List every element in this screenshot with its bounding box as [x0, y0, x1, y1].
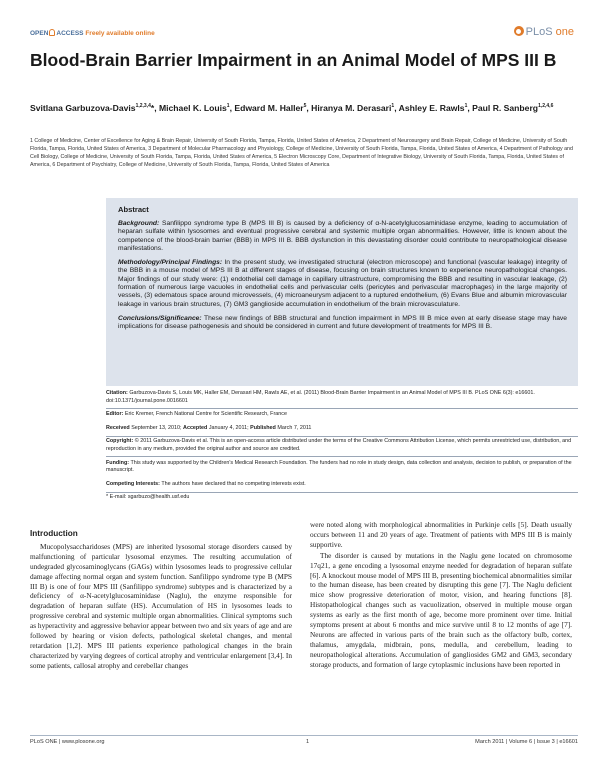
author-affil-sup: 1 [226, 103, 230, 109]
meta-divider [106, 492, 578, 493]
abstract-heading: Abstract [118, 205, 149, 214]
introduction-heading: Introduction [30, 529, 78, 538]
abstract-background [118, 220, 567, 253]
journal-header [30, 26, 574, 42]
body-column-left [30, 529, 292, 672]
page-number: 1 [306, 739, 310, 745]
freely-available-label: Freely available online [85, 30, 155, 37]
author-name: Paul R. Sanberg [472, 102, 539, 113]
logo-one-text: one [555, 26, 574, 38]
author-affil-sup: 5 [303, 103, 307, 109]
copyright-text: © 2011 Garbuzova-Davis et al. This is an open-access article distributed under the terms of the Creative Commons Attribution License, which permits unrestricted use, distribution, and reproduction in any medium, provided the original author and source are credited. [106, 438, 572, 452]
footer-issue: March 2011 | Volume 6 | Issue 3 | e16601 [475, 739, 578, 745]
published-label: Published [250, 424, 276, 431]
body-paragraph: Mucopolysaccharidoses (MPS) are inherited lysosomal storage disorders caused by malfunctioning of particular lysosomal enzymes. The resulting accumulation of undegraded glycosaminoglycans (GAGs) within lysosomes leads to progressive cellular damage affecting normal organ and system function. Sanfilippo syndrome type B (MPS III B) is one of four MPS III (Sanfilippo syndrome) subtypes and is characterized by a deficiency of α-N-acetylglucosaminidase (Naglu), the enzyme responsible for degradation of heparan sulfate (HS). Accumulation of HS in lysosomes leads to progressive cerebral and systemic multiple organ abnormalities. Clinical symptoms such as hyperactivity and aggressive behavior appear between two and six years of age and are followed by hearing or vision defects, pathological skeletal changes, and mental retardation [1,2]. MPS III patients experience pathological changes in the brain characterized by varying degrees of cortical atrophy and ventricular enlargement [3,4]. In some patients, callosal atrophy and cerebellar changes [30, 541, 292, 670]
author-list: Svitlana Garbuzova-Davis$^{1,2,3,4}$*, Michael K. Louis$^1$, Edward M. Haller$^5$, Hiranya M. Derasari$^1$, Ashley E. Rawls$^1$, Paul R. Sanberg$^{1,2,4,6}$ [30, 102, 554, 113]
background-label: Background: [118, 220, 160, 227]
competing-interests [106, 481, 578, 489]
conclusions-text: These new findings of BBB structural and function impairment in MPS III B mice even at early disease stage may have implications for disease pathogenesis and should be considered in current and future development of treatments for MPS III B. [118, 314, 567, 331]
author-affil-sup: 1,2,4,6 [538, 103, 554, 109]
abstract-methods [118, 259, 567, 309]
page-footer [30, 735, 578, 749]
methods-label: Methodology/Principal Findings: [118, 259, 223, 267]
meta-divider [106, 456, 578, 457]
open-access-label: OPEN [30, 30, 49, 37]
author-name: Svitlana Garbuzova-Davis [30, 102, 136, 113]
published-date: March 7, 2011 [277, 424, 312, 431]
author-affil-sup: 1 [464, 103, 468, 109]
citation [106, 390, 578, 405]
copyright [106, 438, 578, 453]
access-label: ACCESS [56, 30, 84, 37]
body-paragraph: The disorder is caused by mutations in the Naglu gene located on chromosome 17q21, a gene encoding a lysosomal enzyme needed for degradation of heparan sulfate [6]. A knockout mouse model of MPS III B, presenting biochemical abnormalities similar to the human disease, has been created by disrupting this gene [7]. The Naglu deficient mice show progressive deterioration of motor, vision, and hearing functions [8]. Histopathological changes such as vacuolization, observed in multiple mouse organ systems as early as the first month of age, become more prominent over time. Initial symptoms present at about 6 months and mice survive until 8 to 12 months of age [7]. Neurons are affected in various parts of the brain such as the olfactory bulb, cortex, thalamus, amygdala, midbrain, pons, medulla, and cerebellum, leading to neuropathological alterations. Accumulation of gangliosides GM2 and GM3, secondary storage products, and formation of large cytoplasmic inclusions have been reported in [310, 550, 572, 669]
funding [106, 460, 578, 475]
plos-logo-icon [514, 26, 524, 36]
open-lock-icon [49, 29, 55, 36]
conclusions-label: Conclusions/Significance: [118, 314, 202, 322]
footer-divider [30, 735, 578, 736]
corresponding-email[interactable]: * E-mail: sgarbuzo@health.usf.edu [106, 494, 190, 501]
logo-plos-text: PLoS [525, 26, 553, 38]
funding-label: Funding: [106, 459, 130, 466]
author-name: Hiranya M. Derasari [311, 102, 392, 113]
plos-one-logo [514, 26, 574, 38]
accepted-label: Accepted [183, 424, 208, 431]
abstract-conclusions [118, 315, 567, 332]
received-label: Received [106, 424, 130, 431]
methods-text: In the present study, we investigated structural (electron microscope) and functional (vascular leakage) integrity of the BBB in a mouse model of MPS III B at different stages of disease, focusing on brain structures known to experience neuropathological changes. Major findings of our study were: (1) endothelial cell damage in capillary ultrastructure, compromising the BBB and resulting in vascular leakage, (2) formation of numerous large vacuoles in endothelial cells and perivascular cells (pericytes and perivascular macrophages) in the large majority of vessels, (3) edematous space around microvessels, (4) microaneurysm adjacent to a ruptured endothelium, (6) Evans Blue and albumin microvascular leakage in various brain structures, (7) GM3 ganglioside accumulation in endothelium of the brain microvasculature. [118, 259, 567, 308]
author-name: Michael K. Louis [158, 102, 227, 113]
affiliations: 1 College of Medicine, Center of Excellence for Aging & Brain Repair, University of South Florida, Tampa, Florida, United States of America, 2 Department of Neurosurgery and Brain Repair, College of Medicine, University of South Florida, Tampa, Florida, United States of America, 3 Department of Molecular Pharmacology and Physiology, College of Medicine, University of South Florida, Tampa, Florida, United States of America, 4 Department of Pathology and Cell Biology, College of Medicine, University of South Florida, Tampa, Florida, United States of America, 5 Electron Microscopy Core, Department of Integrative Biology, University of South Florida, Tampa, Florida, United States of America, 6 Department of Psychiatry, College of Medicine, University of South Florida, Tampa, Florida, United States of America [30, 138, 573, 168]
editor-text: Eric Kremer, French National Centre for Scientific Research, France [124, 411, 287, 418]
article-title: Blood-Brain Barrier Impairment in an Animal Model of MPS III B [30, 50, 557, 70]
citation-text: Garbuzova-Davis S, Louis MK, Haller EM, Derasari HM, Rawls AE, et al. (2011) Blood-Brain Barrier Impairment in an Animal Model of MPS III B. PLoS ONE 6(3): e16601. doi:10.1371/journal.pone.0016601 [106, 390, 535, 404]
citation-label: Citation: [106, 390, 128, 396]
author-name: Edward M. Haller [234, 102, 304, 113]
accepted-date: January 4, 2011; [208, 424, 249, 431]
body-paragraph: were noted along with morphological abnormalities in Purkinje cells [5]. Death usually occurs between 11 and 20 years of age. Treatment of patients with MPS III B is mainly supportive. [310, 520, 572, 549]
body-column-right [310, 520, 572, 671]
author-name: Ashley E. Rawls [398, 102, 465, 113]
meta-divider [106, 436, 578, 437]
competing-text: The authors have declared that no competing interests exist. [161, 480, 306, 487]
editor-label: Editor: [106, 411, 124, 418]
open-access-banner [30, 29, 155, 37]
article-metadata [106, 388, 578, 502]
funding-text: This study was supported by the Children's Medical Research Foundation. The funders had no role in study design, data collection and analysis, decision to publish, or preparation of the manuscript. [106, 459, 572, 474]
received-date: September 13, 2010; [131, 424, 182, 431]
author-affil-sup: 1,2,3,4 [135, 103, 151, 109]
editor [106, 411, 578, 419]
abstract-box [106, 198, 578, 386]
meta-divider [106, 408, 578, 409]
copyright-label: Copyright: [106, 438, 134, 445]
background-text: Sanfilippo syndrome type B (MPS III B) is caused by a deficiency of α-N-acetylglucosaminidase enzyme, leading to accumulation of heparan sulfate within lysosomes and eventual progressive cerebral and systemic multiple organ abnormalities. However, little is known about the competence of the blood-brain barrier (BBB) in MPS III B. BBB dysfunction in this devastating disorder could contribute to neuropathological disease manifestations. [118, 220, 568, 252]
dates [106, 425, 578, 433]
competing-label: Competing Interests: [106, 480, 160, 487]
footer-journal[interactable]: PLoS ONE | www.plosone.org [30, 739, 105, 745]
author-affil-sup: 1 [391, 103, 395, 109]
